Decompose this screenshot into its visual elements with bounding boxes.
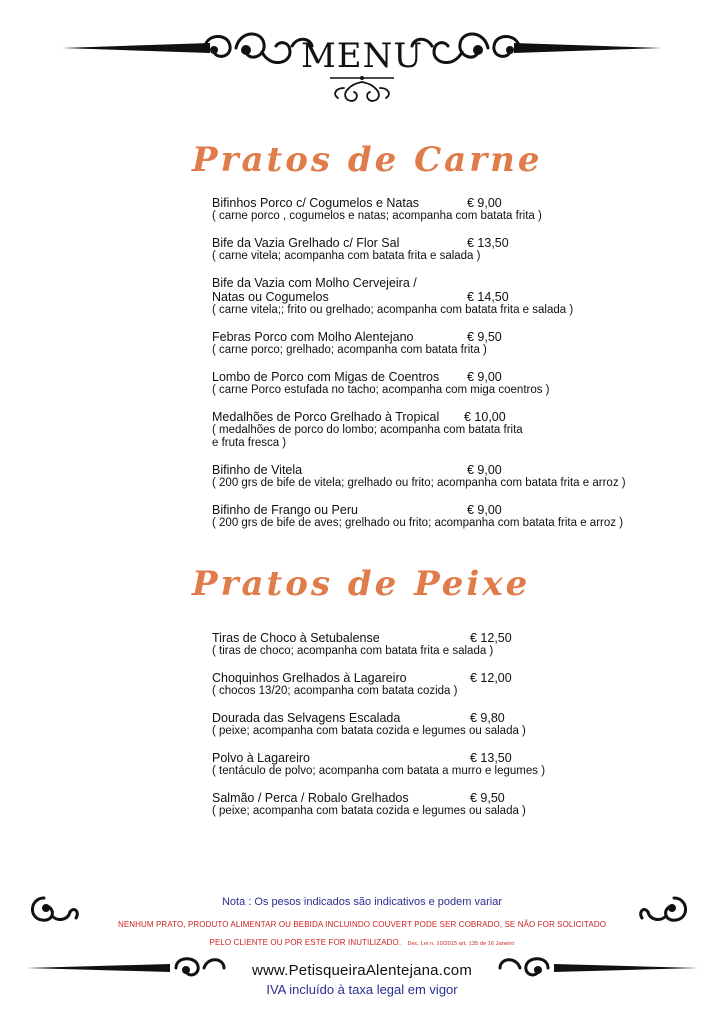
dish-name: Bifinho de Frango ou Peru [212,503,358,517]
dish-description: ( tiras de choco; acompanha com batata frita e salada ) [212,645,494,657]
menu-item [212,503,682,530]
dish-description: ( 200 grs de bife de vitela; grelhado ou frito; acompanha com batata frita e arroz ) [212,477,626,489]
billing-warning-line2: PELO CLIENTE OU POR ESTE FOR INUTILIZADO. [209,938,402,947]
dish-price: € 13,50 [470,751,512,765]
menu-item [212,463,682,490]
dish-price: € 9,00 [467,370,502,384]
dish-name: Polvo à Lagareiro [212,751,310,765]
dish-name: Tiras de Choco à Setubalense [212,631,380,645]
dish-name: Choquinhos Grelhados à Lagareiro [212,671,407,685]
menu-item [212,196,682,223]
dish-name: Febras Porco com Molho Alentejano [212,330,414,344]
dish-price: € 9,50 [467,330,502,344]
billing-warning: NENHUM PRATO, PRODUTO ALIMENTAR OU BEBIDA INCLUINDO COUVERT PODE SER COBRADO, SE NÃO FOR SOLICITADO [117,920,607,929]
menu-item [212,791,682,818]
dish-description: ( peixe; acompanha com batata cozida e legumes ou salada ) [212,805,526,817]
dish-description: ( carne porco , cogumelos e natas; acompanha com batata frita ) [212,210,542,222]
menu-item [212,276,682,317]
dish-price: € 9,00 [467,463,502,477]
dish-name: Dourada das Selvagens Escalada [212,711,401,725]
menu-header [0,22,724,112]
menu-item [212,711,682,738]
menu-item [212,330,682,357]
dish-price: € 12,50 [470,631,512,645]
law-reference: Dec. Lei n. 10/2015 art. 135 de 16 Janeiro [407,941,515,947]
dish-price: € 9,50 [470,791,505,805]
dish-description: ( medalhões de porco do lombo; acompanha com batata frita e fruta fresca ) [212,424,523,449]
menu-item [212,631,682,658]
dish-description: ( carne Porco estufada no tacho; acompanha com miga coentros ) [212,384,550,396]
section-title-peixe: Pratos de Peixe [192,564,531,604]
menu-item [212,236,682,263]
menu-item [212,370,682,397]
dish-name: Medalhões de Porco Grelhado à Tropical [212,410,440,424]
website-link[interactable]: www.PetisqueiraAlentejana.com [251,962,473,979]
dish-description: ( tentáculo de polvo; acompanha com batata a murro e legumes ) [212,765,546,777]
dish-price: € 12,00 [470,671,512,685]
section-title-carne: Pratos de Carne [192,140,543,180]
dish-name: Bife da Vazia Grelhado c/ Flor Sal [212,236,400,250]
dish-description: ( carne vitela; acompanha com batata frita e salada ) [212,250,481,262]
dish-name: Bifinhos Porco c/ Cogumelos e Natas [212,196,420,210]
dish-price: € 10,00 [464,410,506,424]
dish-description: ( 200 grs de bife de aves; grelhado ou frito; acompanha com batata frita e arroz ) [212,517,624,529]
dish-price: € 13,50 [467,236,509,250]
dish-name: Salmão / Perca / Robalo Grelhados [212,791,409,805]
dish-price: € 9,00 [467,503,502,517]
weight-note: Nota : Os pesos indicados são indicativos e podem variar [221,896,503,908]
dish-description: ( peixe; acompanha com batata cozida e legumes ou salada ) [212,725,526,737]
menu-title: MENU [300,36,424,76]
dish-description: ( carne porco; grelhado; acompanha com batata frita ) [212,344,487,356]
dish-price: € 9,80 [470,711,505,725]
menu-item [212,751,682,778]
menu-item [212,410,682,450]
menu-item [212,671,682,698]
dish-price: € 14,50 [467,290,509,304]
dish-price: € 9,00 [467,196,502,210]
dish-name: Bifinho de Vitela [212,463,303,477]
dish-name: Lombo de Porco com Migas de Coentros [212,370,440,384]
dish-description: ( chocos 13/20; acompanha com batata cozida ) [212,685,458,697]
dish-description: ( carne vitela;; frito ou grelhado; acompanha com batata frita e salada ) [212,304,574,316]
vat-note: IVA incluído à taxa legal em vigor [266,982,458,997]
billing-warning-continued [0,938,724,947]
dish-name: Bife da Vazia com Molho Cervejeira / Natas ou Cogumelos [212,276,417,304]
